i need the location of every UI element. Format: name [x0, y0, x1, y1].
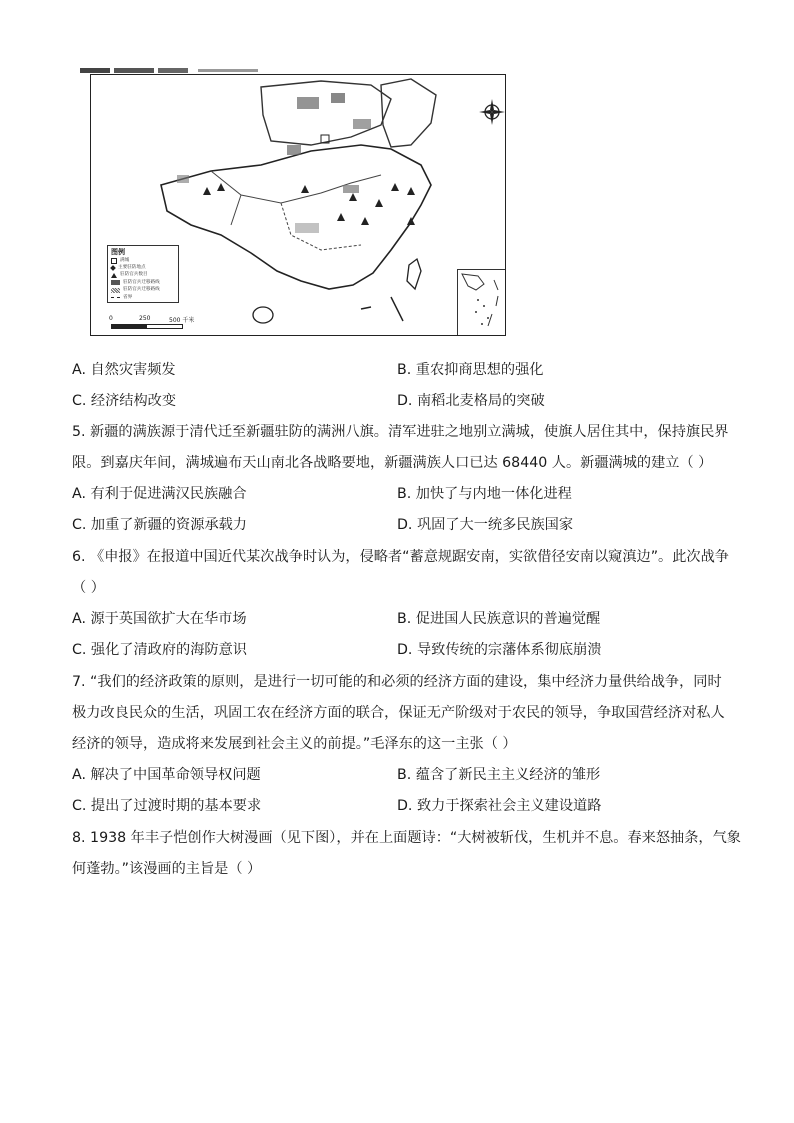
boundary-line-icon — [111, 297, 120, 298]
legend-text: 主要驻防地点 — [118, 265, 146, 271]
legend-text: 驻防官兵数目 — [120, 272, 148, 278]
q7-option-a: A. 解决了中国革命领导权问题 — [72, 767, 261, 783]
south-china-sea-inset — [457, 269, 506, 336]
diamond-icon — [110, 265, 116, 271]
q4-option-c: C. 经济结构改变 — [72, 393, 177, 409]
hatched-area-icon — [111, 288, 120, 293]
map-figure — [76, 62, 508, 338]
q7-stem-line-2: 极力改良民众的生活，巩固工农在经济方面的联合，保证无产阶级对于农民的领导，争取国营经济对私人 — [72, 705, 725, 721]
map-caption-fragment — [78, 62, 298, 74]
legend-title: 图例 — [111, 248, 125, 256]
q6-option-b: B. 促进国人民族意识的普遍觉醒 — [397, 611, 601, 627]
map-legend — [107, 245, 179, 303]
compass-rose-icon — [479, 99, 505, 125]
q4-option-a: A. 自然灾害频发 — [72, 362, 176, 378]
q8-stem-line-2: 何蓬勃。”该漫画的主旨是（ ） — [72, 861, 262, 877]
q5-stem-line-2: 限。到嘉庆年间，满城遍布天山南北各战略要地，新疆满族人口已达 68440 人。新疆满城的建立（ ） — [72, 455, 713, 471]
scale-label-250: 250 — [139, 315, 151, 322]
scale-label-500: 500 千米 — [169, 317, 195, 324]
q6-option-c: C. 强化了清政府的海防意识 — [72, 642, 247, 658]
legend-text: 省界 — [123, 294, 133, 300]
q7-option-b: B. 蕴含了新民主主义经济的雏形 — [397, 767, 601, 783]
q6-option-d: D. 导致传统的宗藩体系彻底崩溃 — [397, 642, 602, 658]
legend-text: 满城 — [120, 257, 130, 263]
q5-option-a: A. 有利于促进满汉民族融合 — [72, 486, 247, 502]
q8-stem-line-1: 8. 1938 年丰子恺创作大树漫画（见下图），并在上面题诗：“大树被斩伐，生机并不息。春来怒抽条，气象 — [72, 830, 741, 846]
q6-option-a: A. 源于英国欲扩大在华市场 — [72, 611, 247, 627]
china-map — [90, 74, 506, 336]
triangle-icon — [111, 273, 117, 278]
scale-label-0: 0 — [109, 315, 113, 322]
scale-bar — [111, 324, 183, 329]
square-icon — [111, 258, 117, 264]
q4-option-b: B. 重农抑商思想的强化 — [397, 362, 544, 378]
map-scale — [109, 315, 199, 329]
shaded-area-icon — [111, 280, 120, 285]
q6-stem-line-2: （ ） — [72, 580, 105, 596]
q7-stem-line-3: 经济的领导，造成将来发展到社会主义的前提。”毛泽东的这一主张（ ） — [72, 736, 517, 752]
q5-option-d: D. 巩固了大一统多民族国家 — [397, 517, 574, 533]
q7-stem-line-1: 7. “我们的经济政策的原则，是进行一切可能的和必须的经济方面的建设，集中经济力量供给战争，同时 — [72, 674, 722, 690]
q5-option-c: C. 加重了新疆的资源承载力 — [72, 517, 247, 533]
legend-text: 驻防官兵迁移路线 — [123, 287, 160, 293]
legend-row — [111, 294, 175, 301]
q5-option-b: B. 加快了与内地一体化进程 — [397, 486, 572, 502]
q7-option-c: C. 提出了过渡时期的基本要求 — [72, 798, 262, 814]
q6-stem-line-1: 6. 《申报》在报道中国近代某次战争时认为，侵略者“蓄意规踞安南，实欲借径安南以窥滇边”。此次战争 — [72, 549, 729, 565]
q5-stem-line-1: 5. 新疆的满族源于清代迁至新疆驻防的满洲八旗。清军进驻之地别立满城，使旗人居住其中，保持旗民界 — [72, 424, 729, 440]
q7-option-d: D. 致力于探索社会主义建设道路 — [397, 798, 602, 814]
q4-option-d: D. 南稻北麦格局的突破 — [397, 393, 545, 409]
legend-row — [111, 287, 175, 294]
legend-text: 驻防官兵迁移路线 — [123, 279, 160, 285]
